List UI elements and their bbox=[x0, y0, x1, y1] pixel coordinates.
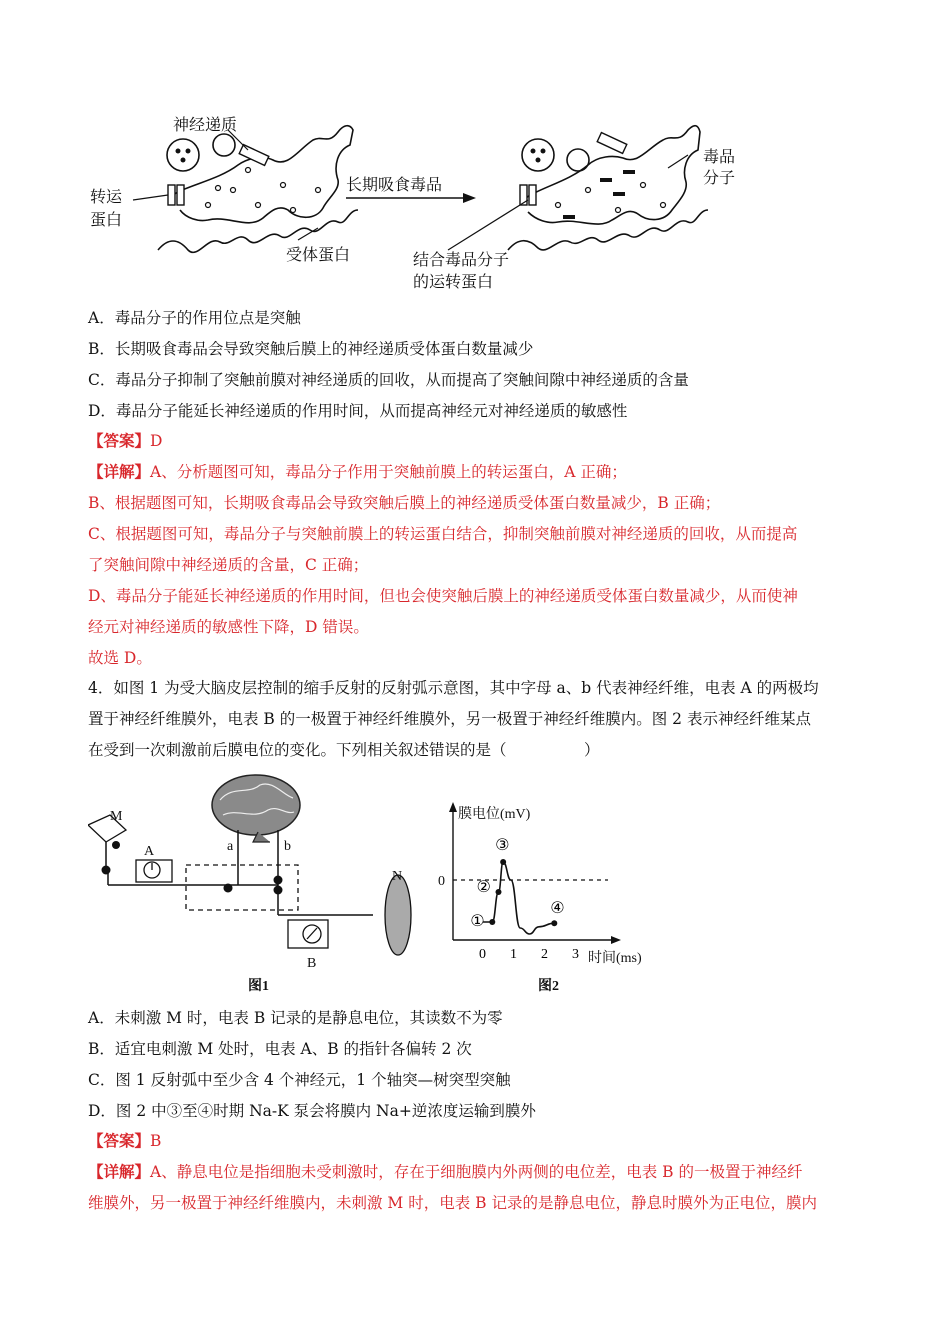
label-arrow: 长期吸食毒品 bbox=[346, 175, 443, 194]
q3-explain-5: 经元对神经递质的敏感性下降，D 错误。 bbox=[88, 618, 369, 636]
explain-text: A、分析题图可知，毒品分子作用于突触前膜上的转运蛋白，A 正确； bbox=[150, 463, 627, 481]
effector-N bbox=[385, 875, 411, 955]
point-label: ① bbox=[470, 911, 485, 930]
q3-option-a: A．毒品分子的作用位点是突触 bbox=[88, 309, 301, 327]
q3-explain-2: C、根据题图可知，毒品分子与突触前膜上的转运蛋白结合，抑制突触前膜对神经递质的回收，从而提高 bbox=[88, 525, 798, 543]
meter-B bbox=[288, 920, 328, 948]
q3-explain-1: B、根据题图可知，长期吸食毒品会导致突触后膜上的神经递质受体蛋白数量减少，B 正确； bbox=[88, 494, 721, 512]
label-N: N bbox=[392, 869, 403, 884]
point-label: ④ bbox=[550, 898, 565, 918]
chart-zero: 0 bbox=[438, 874, 445, 889]
q4-stem-1: 置于神经纤维膜外，电表 B 的一极置于神经纤维膜外，另一极置于神经纤维膜内。图 2 表示神经纤维某点 bbox=[88, 710, 811, 728]
label-transporter-1: 转运 bbox=[90, 187, 123, 206]
explain-label: 【详解】 bbox=[88, 1162, 151, 1181]
q4-explain-0 bbox=[88, 1161, 802, 1183]
q4-option-d: D．图 2 中③至④时期 Na-K 泵会将膜内 Na+逆浓度运输到膜外 bbox=[88, 1102, 536, 1120]
meter-A bbox=[136, 860, 172, 882]
q4-option-b: B．适宜电刺激 M 处时，电表 A、B 的指针各偏转 2 次 bbox=[88, 1040, 472, 1058]
q3-option-b: B．长期吸食毒品会导致突触后膜上的神经递质受体蛋白数量减少 bbox=[88, 340, 534, 358]
q4-option-c: C．图 1 反射弧中至少含 4 个神经元，1 个轴突—树突型突触 bbox=[88, 1071, 511, 1089]
q4-option-a: A．未刺激 M 时，电表 B 记录的是静息电位，其读数不为零 bbox=[88, 1009, 503, 1027]
x-tick-label: 0 bbox=[479, 947, 486, 962]
label-receptor: 受体蛋白 bbox=[286, 245, 351, 264]
data-point bbox=[551, 920, 557, 926]
point-label: ③ bbox=[495, 835, 510, 854]
q3-explain-4: D、毒品分子能延长神经递质的作用时间，但也会使突触后膜上的神经递质受体蛋白数量减少，从而使神 bbox=[88, 587, 798, 605]
label-transporter-2: 蛋白 bbox=[90, 210, 123, 229]
q4-stem-0: 4．如图 1 为受大脑皮层控制的缩手反射的反射弧示意图，其中字母 a、b 代表神经纤维，电表 A 的两极均 bbox=[88, 679, 819, 697]
x-tick-label: 2 bbox=[541, 947, 548, 962]
synapse-figure bbox=[88, 110, 788, 310]
q4-explain-1: 维膜外，另一极置于神经纤维膜内，未刺激 M 时，电表 B 记录的是静息电位，静息时膜外为正电位，膜内 bbox=[88, 1194, 817, 1212]
label-transmitter: 神经递质 bbox=[173, 115, 238, 134]
answer-label: 【答案】 bbox=[88, 1131, 151, 1150]
explain-label: 【详解】 bbox=[88, 462, 151, 481]
brain-icon bbox=[212, 775, 300, 842]
q4-stem-2: 在受到一次刺激前后膜电位的变化。下列相关叙述错误的是（ ） bbox=[88, 741, 600, 759]
x-tick-label: 3 bbox=[572, 947, 579, 962]
caption-fig2: 图2 bbox=[538, 979, 559, 994]
label-drug-1: 毒品 bbox=[703, 147, 736, 166]
q3-answer bbox=[88, 430, 162, 452]
point-label: ② bbox=[476, 877, 491, 896]
data-point bbox=[489, 919, 495, 925]
chart-ylabel: 膜电位(mV) bbox=[458, 807, 531, 822]
label-B: B bbox=[307, 956, 317, 971]
chart-xlabel: 时间(ms) bbox=[588, 951, 642, 966]
label-bound-2: 的运转蛋白 bbox=[413, 272, 494, 291]
caption-fig1: 图1 bbox=[248, 979, 269, 994]
q3-explain-6: 故选 D。 bbox=[88, 649, 152, 667]
data-point bbox=[500, 859, 506, 865]
answer-value: D bbox=[150, 432, 163, 450]
q3-option-c: C．毒品分子抑制了突触前膜对神经递质的回收，从而提高了突触间隙中神经递质的含量 bbox=[88, 371, 689, 389]
explain-text: A、静息电位是指细胞未受刺激时，存在于细胞膜内外两侧的电位差，电表 B 的一极置于神经纤 bbox=[150, 1163, 803, 1181]
membrane-potential-chart bbox=[438, 802, 642, 994]
answer-label: 【答案】 bbox=[88, 431, 151, 450]
label-drug-2: 分子 bbox=[703, 168, 736, 187]
label-bound-1: 结合毒品分子 bbox=[413, 250, 510, 269]
label-b: b bbox=[284, 839, 291, 854]
q3-explain-3: 了突触间隙中神经递质的含量，C 正确； bbox=[88, 556, 369, 574]
q4-answer bbox=[88, 1130, 161, 1152]
data-point bbox=[496, 889, 502, 895]
q3-option-d: D．毒品分子能延长神经递质的作用时间，从而提高神经元对神经递质的敏感性 bbox=[88, 402, 628, 420]
x-tick-label: 1 bbox=[510, 947, 517, 962]
answer-value: B bbox=[150, 1132, 162, 1150]
q3-explain-0 bbox=[88, 461, 627, 483]
reflex-figure bbox=[88, 770, 688, 1000]
label-A: A bbox=[144, 844, 155, 859]
label-a: a bbox=[227, 839, 234, 854]
label-M: M bbox=[110, 809, 123, 824]
